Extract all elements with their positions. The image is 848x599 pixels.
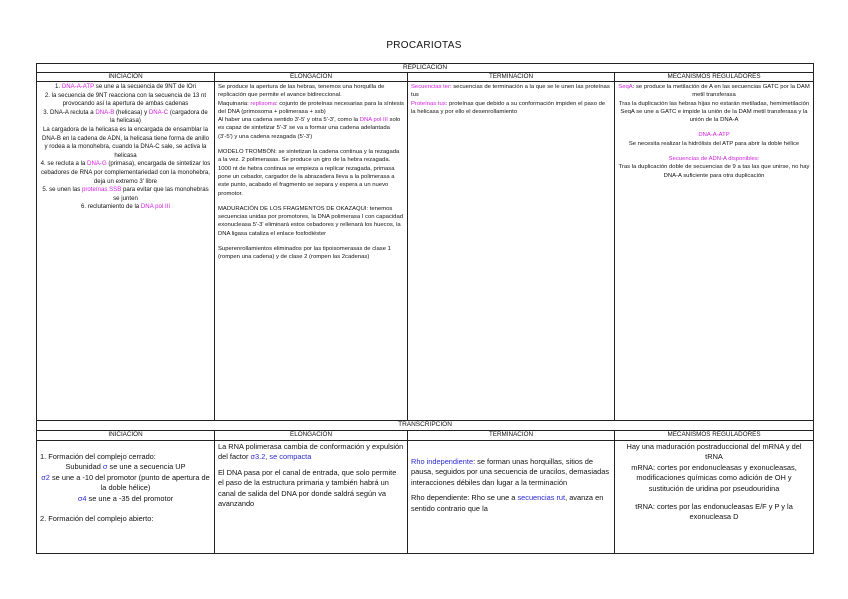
highlight-dna-pol-iii: DNA pol III: [140, 203, 171, 211]
highlight-secuencias-rut: secuencias rut: [517, 493, 566, 503]
tra-ter-p2: [411, 493, 611, 514]
rep-header-reguladores: MECANISMOS REGULADORES: [615, 73, 814, 82]
tra-elo-p1: [218, 442, 404, 463]
tra-ini-l4: [40, 494, 211, 504]
tra-header-reguladores: MECANISMOS REGULADORES: [615, 431, 814, 441]
highlight-seqa: SeqA: [618, 84, 633, 90]
rep-elongacion-cell: [215, 82, 408, 421]
text: Rho dependiente: Rho se une a: [411, 493, 518, 503]
tra-iniciacion-cell: [37, 441, 215, 554]
text: se une a secuencia UP: [107, 462, 186, 472]
text: : cojunto de proteínas necesarias para la síntesis del DNA (primosoma + polimerasa + ssb): [218, 100, 404, 115]
highlight-dna-b: DNA-B: [95, 108, 115, 116]
rep-elo-p1: Se produce la apertura de las hebras, tenemos una horquilla de replicación que permite el avance bidireccional.: [218, 84, 385, 99]
rep-reg-p5: Se necesita realizar la hidrólisis del ATP para abrir la doble hélice: [628, 140, 800, 147]
page-title: PROCARIOTAS: [386, 40, 462, 51]
tra-reguladores-cell: [615, 441, 814, 554]
tra-header-terminacion: TERMINACIÓN: [408, 431, 615, 441]
tra-ini-l5: 2. Formación del complejo abierto:: [40, 514, 154, 524]
rep-header-iniciacion: INICIACIÓN: [37, 73, 215, 82]
text: para evitar que las monohebras se junten: [113, 186, 209, 202]
tra-ini-l1: 1. Formación del complejo cerrado:: [40, 452, 156, 461]
text: 3. DNA-A recluta a: [43, 108, 96, 116]
text: 5. se unen las: [42, 186, 82, 194]
text: , avanza en sentido contrario que la: [411, 493, 604, 513]
text: La RNA polimerasa cambia de conformación y expulsión del factor: [218, 442, 404, 462]
highlight-sigma: σ: [102, 462, 108, 472]
tra-reg-p1: Hay una maduración postraduccional del mRNA y del tRNA: [626, 442, 802, 462]
text: se une a -35 del promotor: [86, 493, 174, 503]
text: solo es capaz de sintetizar 5'-3' se va a formar una cadena adelantada (3'-5') y una cadena rezagada (5'-3'): [218, 117, 401, 140]
rep-ter-p1: [411, 83, 611, 100]
rep-ter-p2: [411, 100, 611, 117]
text: 6. reclutamiento de la: [80, 203, 141, 211]
text: : se produce la metilación de A en las secuencias GATC por la DAM metil transferasa: [632, 84, 810, 99]
rep-iniciacion-cell: [37, 82, 215, 421]
text: Maquinaria:: [218, 100, 251, 107]
highlight-secuencias-ter: Secuencias ter: [411, 84, 450, 90]
highlight-dna-a-atp: DNA-A-ATP: [61, 83, 95, 90]
rep-elo-p2: [218, 100, 404, 117]
text: 4. se recluta a la: [40, 160, 88, 168]
highlight-sigma2: σ2: [41, 472, 50, 482]
highlight-ssb: proteínas SSB: [81, 186, 122, 194]
tra-reg-p2: mRNA: cortes por endonucleasas y exonucleasas, modificaciones químicas como adición de OH y sustitución de uridina por pseudouridina: [631, 462, 797, 493]
text: 1.: [55, 83, 62, 90]
highlight-sigma4: σ4: [77, 493, 87, 503]
highlight-sigma32: σ3.2, se compacta: [250, 452, 312, 462]
highlight-dna-pol-iii: DNA pol III: [359, 117, 388, 124]
text: : se forman unas horquillas, sitios de pausa, seguidos por una secuencia de uracilos, demasiadas interacciones débiles dan lugar a la terminación: [411, 457, 610, 487]
rep-reg-p1: [618, 83, 810, 100]
highlight-dna-c: DNA-C: [148, 108, 169, 116]
highlight-rho-independiente: Rho independiente: [411, 457, 474, 466]
highlight-replisoma: replisoma: [250, 100, 276, 107]
text: se une a -10 del promotor (punto de apertura de la doble hélice): [49, 472, 210, 493]
rep-elo-trombon: MODELO TROMBÓN: se sintetizan la cadena continua y la rezagada a la vez. 2 polimerasas. Se produce un giro de la hebra rezagada. 1000 nt de hebra continua se empieza a replicar rezagada, primasa pone un cebador, cargador de la abrazadera lleva a la polimerasa a este punto, acabado el fragmento se separa y espera a un nuevo promotor.: [218, 149, 400, 197]
rep-reg-p2: Tras la duplicación las hebras hijas no estarán metiladas, hemimetilación: [618, 100, 810, 107]
text: : secuencias de terminación a la que se le unen las proteínas tus: [411, 84, 610, 99]
rep-reg-dna-a-atp: DNA-A-ATP: [698, 132, 730, 139]
highlight-dna-g: DNA-G: [87, 160, 107, 168]
procariotas-table: [36, 63, 814, 554]
rep-elo-superenrollamientos: Superenrollamientos eliminados por las tipoisomerasas de clase 1 (rompen una cadena) y de clase 2 (rompen las 2cadenas): [218, 246, 391, 261]
rep-ini-cargadora: La cargadora de la helicasa es la encargada de ensamblar la DNA-B en la cadena de ADN, la helicasa tiene forma de anillo y rodea a la monohebra, cuando la DNA-C sale, se activa la helicasa: [42, 125, 209, 159]
rep-header-terminacion: TERMINACIÓN: [408, 73, 615, 82]
rep-ini-step6: [40, 203, 211, 212]
section-replicacion: REPLICACIÓN: [37, 64, 814, 73]
rep-ini-step4: [40, 160, 211, 186]
tra-ini-l3: [40, 473, 211, 494]
tra-header-iniciacion: INICIACIÓN: [37, 431, 215, 441]
highlight-proteinas-tus: Proteínas tus: [411, 100, 446, 107]
rep-elo-p3: [218, 116, 404, 141]
tra-ter-p1: [411, 457, 611, 488]
tra-ini-l2: [40, 462, 211, 472]
tra-terminacion-cell: [408, 441, 615, 554]
rep-terminacion-cell: [408, 82, 615, 421]
text: se une a la secuencia de 9NT de lOri: [94, 83, 196, 90]
rep-reg-p7: Tras la duplicación doble de secuencias de 9 a tas las que unirse, no hay DNA-A suficiente para otra duplicación: [618, 164, 810, 179]
text: Al haber una cadena sentido 3'-5' y otra 5'-3', como la: [218, 117, 360, 124]
rep-ini-step2: 2. la secuencia de 9NT reacciona con la secuencia de 13 nt provocando así la apertura de ambas cadenas: [44, 91, 207, 108]
tra-elo-p2: El DNA pasa por el canal de entrada, que solo permite el paso de la estructura primaria y también habrá un canal de salida del DNA por donde saldrá según va avanzando: [218, 467, 397, 509]
rep-elo-okazaqui: MADURACIÓN DE LOS FRAGMENTOS DE OKAZAQUI: tenemos secuencias unidas por promotores, la DNA polimerasa I con capacidad exonucleasa 5'-3' eliminará estos cebadores y rellenará los huecos, la DNA ligasa cataliza el enlace fosfodiéster: [218, 205, 403, 237]
tra-header-elongacion: ELONGACIÓN: [215, 431, 408, 441]
tra-elongacion-cell: [215, 441, 408, 554]
rep-header-elongacion: ELONGACIÓN: [215, 73, 408, 82]
text: Subunidad: [65, 462, 103, 472]
rep-ini-step1: [40, 83, 211, 92]
rep-ini-step5: [40, 186, 211, 203]
text: (cargadora de la helicasa): [110, 108, 208, 125]
section-transcripcion: TRANSCRIPCIÓN: [37, 421, 814, 431]
rep-reg-p3: SeqA se une a GATC e impide la unión de la DAM metil transferasa y la unión de la DNA-A: [620, 108, 808, 124]
rep-reg-secuencias-disponibles: Secuencias de ADN-A disponibles:: [668, 156, 760, 163]
text: (primasa), encargada de sintetizar los cebadores de RNA por complementariedad con la monohebra, deja un extremo 3' libre: [40, 160, 211, 185]
text: (helicasa) y: [114, 108, 149, 116]
tra-reg-p3: tRNA: cortes por las endonucleasas E/F y P y la exonucleasa D: [635, 502, 793, 522]
rep-reguladores-cell: [615, 82, 814, 421]
rep-ini-step3: [40, 109, 211, 126]
text: : proteínas que debido a su conformación impiden el paso de la helicasa y por ello el desenrollamiento: [411, 100, 606, 115]
